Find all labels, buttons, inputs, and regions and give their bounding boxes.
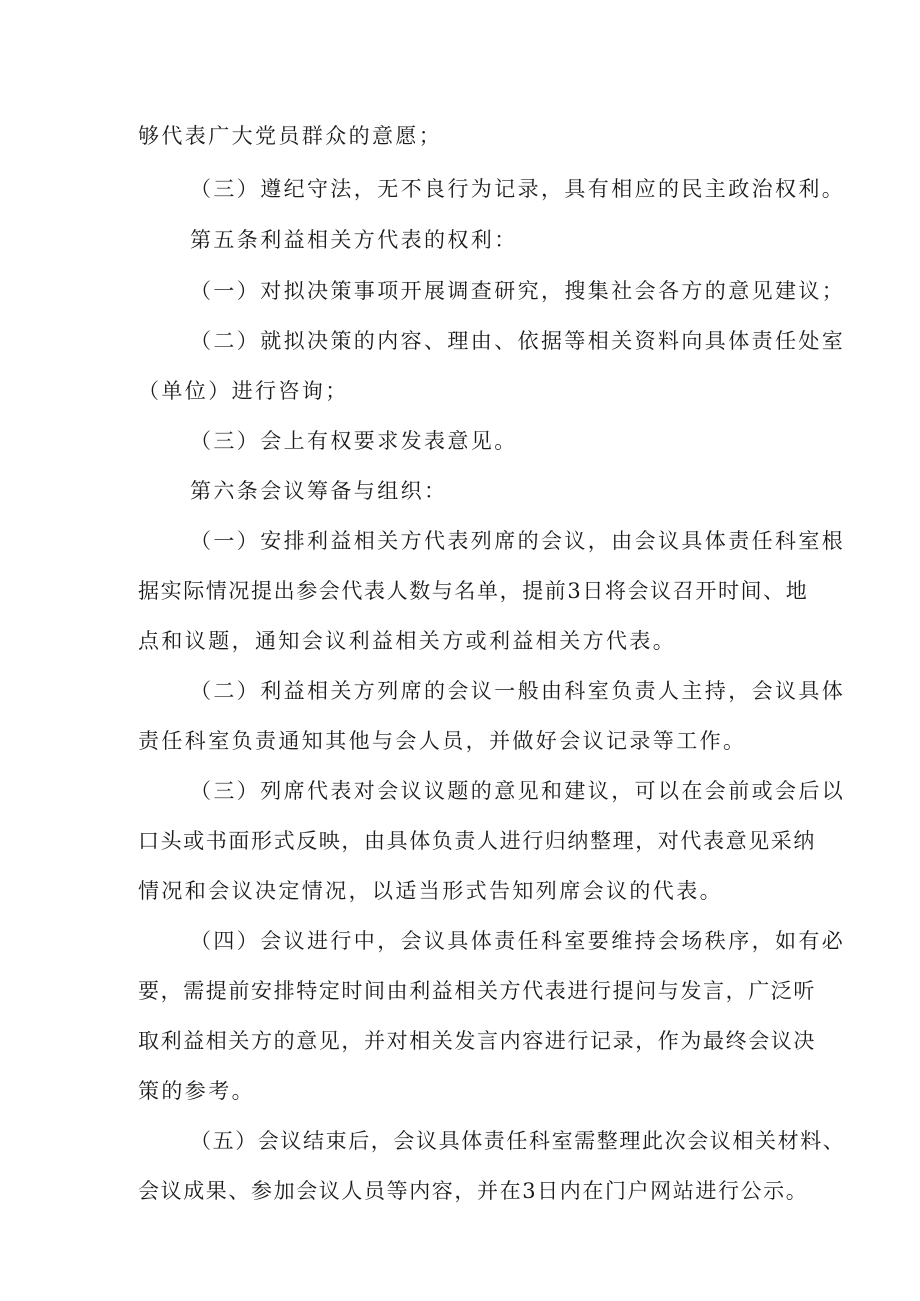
text-line: 会议成果、参加会议人员等内容，并在3日内在门户网站进行公示。 [138,1179,809,1203]
text-line: 据实际情况提出参会代表人数与名单，提前3日将会议召开时间、地 [138,579,809,603]
text-line: 要，需提前安排特定时间由利益相关方代表进行提问与发言，广泛听 [138,979,816,1003]
text-line: （五）会议结束后，会议具体责任科室需整理此次会议相关材料、 [190,1129,846,1153]
text-line: （三）列席代表对会议议题的意见和建议，可以在会前或会后以 [190,779,846,803]
section-heading-article-6: 第六条会议筹备与组织： [190,479,448,503]
text-line: （三）遵纪守法，无不良行为记录，具有相应的民主政治权利。 [190,177,846,201]
text-line: 责任科室负责通知其他与会人员，并做好会议记录等工作。 [138,729,747,753]
text-line: 口头或书面形式反映，由具体负责人进行归纳整理，对代表意见采纳 [138,829,816,853]
text-line: （单位）进行咨询； [138,379,349,403]
text-line: （二）就拟决策的内容、理由、依据等相关资料向具体责任处室 [190,329,846,353]
text-line: 够代表广大党员群众的意愿； [138,124,443,148]
text-line: （三）会上有权要求发表意见。 [190,429,518,453]
text-line: （一）对拟决策事项开展调查研究，搜集社会各方的意见建议； [190,279,846,303]
text-line: （一）安排利益相关方代表列席的会议，由会议具体责任科室根 [190,529,846,553]
text-line: 点和议题，通知会议利益相关方或利益相关方代表。 [138,629,677,653]
text-line: 情况和会议决定情况，以适当形式告知列席会议的代表。 [138,879,723,903]
text-line: （二）利益相关方列席的会议一般由科室负责人主持，会议具体 [190,679,846,703]
text-line: 取利益相关方的意见，并对相关发言内容进行记录，作为最终会议决 [138,1029,816,1053]
text-line: （四）会议进行中，会议具体责任科室要维持会场秩序，如有必 [190,929,846,953]
text-line: 策的参考。 [138,1079,255,1103]
section-heading-article-5: 第五条利益相关方代表的权利： [190,228,518,252]
